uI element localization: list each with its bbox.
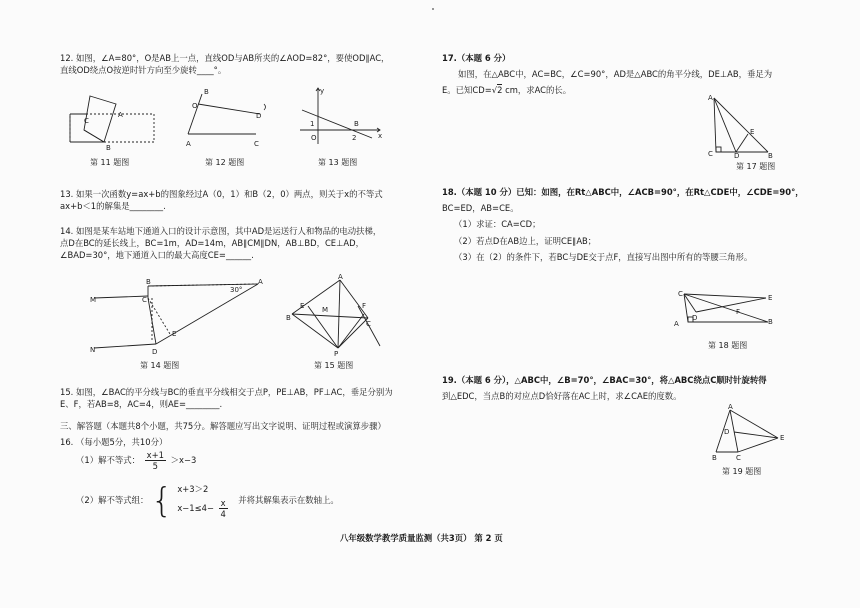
- q16-p2-row2: [177, 498, 229, 519]
- q18-part2: （2）若点D在AB边上，证明CE∥AB；: [454, 235, 597, 246]
- svg-text:D: D: [152, 348, 158, 356]
- svg-text:y: y: [320, 87, 325, 95]
- question-14: [60, 225, 381, 262]
- q16-p1-numerator: x+1: [146, 450, 164, 460]
- svg-text:C: C: [142, 296, 147, 304]
- svg-text:2: 2: [352, 134, 357, 142]
- caption-figure-18: 第 18 题图: [708, 341, 748, 350]
- svg-text:M: M: [90, 296, 97, 304]
- caption-figure-15: 第 15 题图: [314, 361, 354, 370]
- caption-figure-12: 第 12 题图: [205, 158, 245, 167]
- svg-text:C: C: [366, 320, 371, 328]
- q17-line2-post: cm，求AC的长。: [502, 85, 572, 96]
- svg-text:A: A: [186, 140, 191, 148]
- svg-text:C: C: [736, 454, 741, 462]
- q19-line2: 到△EDC，当点B的对应点D恰好落在AC上时，求∠CAE的度数。: [442, 391, 682, 402]
- q18-part3: （3）在（2）的条件下，若BC与DE交于点F，直接写出图中所有的等腰三角形。: [454, 251, 753, 262]
- question-17: [442, 52, 772, 97]
- q19-line1: 19.（本题 6 分），△ABC中，∠B=70°，∠BAC=30°，将△ABC绕点C顺时针旋转得: [442, 375, 767, 385]
- question-12: [60, 52, 389, 76]
- scan-dot: [432, 8, 434, 10]
- q16-head: 16. （每小题5分，共10分）: [60, 437, 168, 447]
- q16-p1-fraction: [145, 450, 166, 471]
- svg-text:E: E: [172, 330, 177, 338]
- caption-figure-17: 第 17 题图: [736, 162, 776, 171]
- q12-line2: 直线OD绕点O按逆时针方向至少旋转____°。: [60, 65, 227, 76]
- svg-text:B: B: [354, 120, 359, 128]
- figure-11: [68, 90, 158, 152]
- svg-text:D: D: [734, 152, 740, 160]
- q16-p1-suffix: ＞x−3: [170, 455, 197, 466]
- svg-text:C: C: [254, 140, 259, 148]
- svg-text:N: N: [90, 346, 96, 354]
- q14-line3: ∠BAD=30°，地下通道入口的最大高度CE=______.: [60, 250, 254, 261]
- q15-line2: E、F，若AB=8，AC=4，则AE=________.: [60, 399, 223, 410]
- svg-text:D: D: [724, 428, 730, 436]
- caption-figure-19: 第 19 题图: [722, 467, 762, 476]
- svg-text:30°: 30°: [230, 286, 243, 294]
- svg-text:1: 1: [310, 120, 315, 128]
- svg-text:D: D: [256, 112, 262, 120]
- brace-symbol: {: [151, 480, 173, 521]
- svg-text:B: B: [286, 314, 291, 322]
- q16-p2-row2-left: x−1≤4−: [177, 503, 214, 514]
- caption-figure-14: 第 14 题图: [140, 361, 180, 370]
- svg-text:E: E: [750, 128, 755, 136]
- question-16-part1: [76, 450, 196, 471]
- figure-15: [284, 273, 384, 358]
- q13-line1: 13. 如果一次函数y=ax+b的图象经过A（0，1）和B（2，0）两点，则关于x的不等式: [60, 189, 383, 199]
- svg-text:C: C: [84, 117, 89, 125]
- figure-19: [708, 403, 788, 462]
- svg-text:B: B: [146, 278, 151, 286]
- section-3-header: 三、解答题（本题共8个小题，共75分。解答题应写出文字说明、证明过程或演算步骤）: [60, 421, 386, 431]
- q17-head: 17.（本题 6 分）: [442, 53, 511, 63]
- q14-line2: 点D在BC的延长线上，BC=1m，AD=14m，AB∥CM∥DN，AB⊥BD，CE⊥AD，: [60, 238, 364, 249]
- q13-line2: ax+b＜1的解集是________.: [60, 201, 166, 212]
- q14-line1: 14. 如图是某车站地下通道入口的设计示意图，其中AD是运送行人和物品的电动扶梯，: [60, 226, 382, 236]
- svg-text:D: D: [692, 314, 698, 322]
- q16-p2-prefix: （2）解不等式组：: [76, 495, 149, 506]
- figure-18: [674, 288, 784, 332]
- question-16: [60, 436, 167, 448]
- q18-head: 18.（本题 10 分）已知：如图，在Rt△ABC中，∠ACB=90°，在Rt△CDE中，∠CDE=90°，: [442, 187, 804, 197]
- svg-text:A: A: [338, 273, 343, 281]
- svg-text:B: B: [106, 144, 111, 152]
- caption-figure-13: 第 13 题图: [318, 158, 358, 167]
- question-13: [60, 188, 383, 212]
- q18-line2: BC=ED，AB=CE。: [442, 203, 519, 214]
- q16-p2-numerator: x: [220, 497, 226, 508]
- q16-p1-prefix: （1）解不等式：: [76, 455, 140, 466]
- q16-p2-suffix: 并将其解集表示在数轴上。: [238, 495, 339, 506]
- q16-p2-fraction: [219, 498, 228, 519]
- svg-text:A: A: [728, 403, 733, 411]
- svg-text:E: E: [300, 302, 305, 310]
- q16-p2-denominator: 4: [220, 509, 226, 520]
- svg-text:B: B: [768, 318, 773, 326]
- q16-p2-row1: x+3＞2: [177, 484, 209, 494]
- q16-p1-denominator: 5: [152, 461, 158, 472]
- svg-text:F: F: [736, 308, 741, 316]
- svg-text:B: B: [768, 152, 773, 160]
- question-16-part2: [76, 482, 339, 519]
- question-15: [60, 386, 393, 410]
- svg-text:F: F: [362, 302, 367, 310]
- svg-text:M: M: [322, 306, 329, 314]
- svg-text:x: x: [378, 132, 383, 140]
- svg-text:A: A: [118, 111, 123, 119]
- q17-line2-pre: E。已知CD=: [442, 85, 492, 96]
- svg-text:C: C: [678, 290, 683, 298]
- q18-part1: （1）求证：CA=CD；: [454, 219, 541, 230]
- caption-figure-11: 第 11 题图: [90, 158, 130, 167]
- question-18: [442, 186, 804, 263]
- svg-text:A: A: [708, 94, 713, 102]
- svg-text:C: C: [708, 150, 713, 158]
- svg-text:P: P: [334, 350, 339, 358]
- figure-14: [90, 278, 270, 358]
- q17-radicand: 2: [497, 85, 503, 96]
- svg-text:B: B: [712, 454, 717, 462]
- svg-text:E: E: [780, 434, 785, 442]
- svg-text:A: A: [674, 320, 679, 328]
- sqrt-symbol: √: [491, 85, 498, 96]
- figure-17: [702, 94, 782, 158]
- figure-13: [296, 86, 386, 148]
- svg-text:A: A: [258, 278, 263, 286]
- figure-12: [170, 88, 270, 150]
- q15-line1: 15. 如图，∠BAC的平分线与BC的垂直平分线相交于点P，PE⊥AB，PF⊥AC，垂足分别为: [60, 387, 393, 397]
- svg-text:B: B: [204, 88, 209, 96]
- inequality-system: [177, 482, 229, 519]
- svg-text:O: O: [311, 134, 317, 142]
- question-19: [442, 374, 767, 402]
- page-footer: 八年级数学教学质量监测（共3页） 第 2 页: [340, 533, 503, 543]
- q12-line1: 12. 如图，∠A=80°，O是AB上一点，直线OD与AB所夹的∠AOD=82°，要使OD∥AC，: [60, 53, 390, 63]
- svg-text:E: E: [768, 294, 773, 302]
- svg-text:O: O: [192, 102, 198, 110]
- q17-line1: 如图，在△ABC中，AC=BC，∠C=90°，AD是△ABC的角平分线，DE⊥AB，垂足为: [458, 69, 773, 80]
